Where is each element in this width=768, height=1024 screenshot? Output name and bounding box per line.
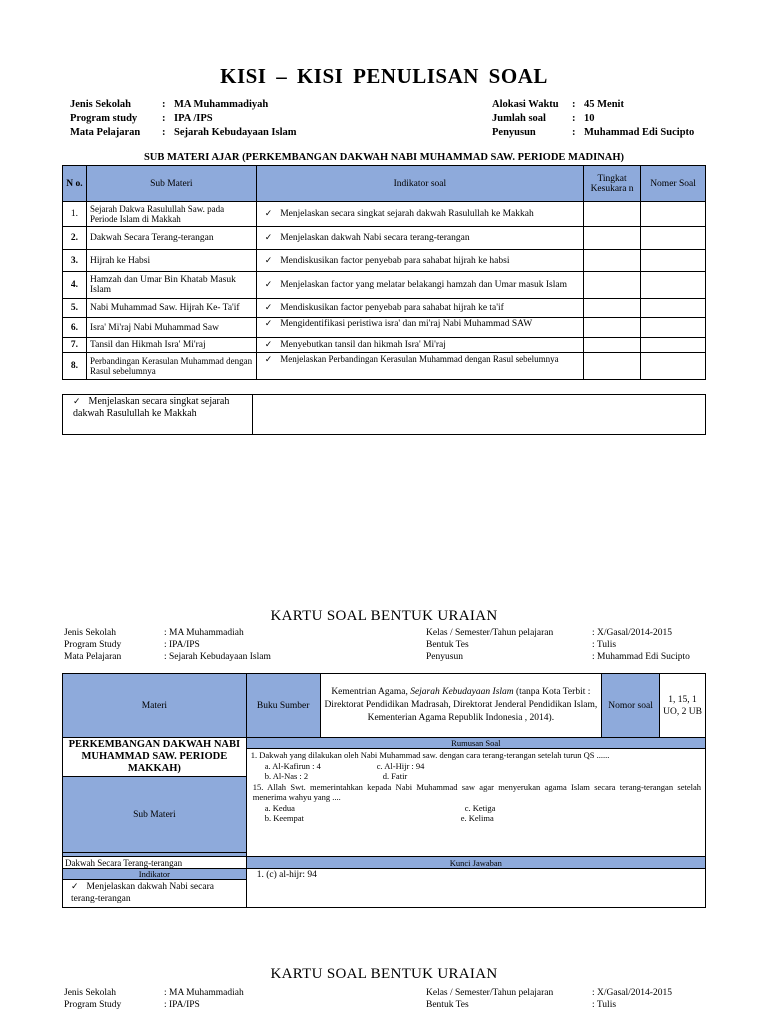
check-icon <box>265 354 281 364</box>
row-tingkat <box>584 353 641 380</box>
kartu2-left-info <box>64 987 244 1011</box>
row-sub-materi: Tansil dan Hikmah Isra' Mi'raj <box>86 338 256 353</box>
kartu1-table <box>62 673 706 908</box>
indikator-label: Indikator <box>63 869 247 880</box>
row-no: 7. <box>63 338 87 353</box>
check-icon <box>73 396 89 407</box>
rumusan-soal <box>246 749 705 857</box>
info-value: : X/Gasal/2014-2015 <box>592 628 672 638</box>
col-indikator: Indikator soal <box>256 166 583 202</box>
kisi-left-info: Jenis Sekolah : MA Muhammadiyah Program study : IPA /IPS Mata Pelajaran : Sejarah Kebudayaan Islam <box>70 99 297 138</box>
row-tingkat <box>584 227 641 250</box>
buku-label: Buku Sumber <box>246 674 320 738</box>
check-icon <box>265 256 281 266</box>
info-value: Muhammad Edi Sucipto <box>584 127 695 138</box>
option: b. Keempat <box>264 813 304 823</box>
info-key: Bentuk Tes <box>426 1000 469 1010</box>
option: d. Fatir <box>382 771 408 781</box>
option: c. Al-Hijr : 94 <box>376 760 425 771</box>
row-no: 6. <box>63 318 87 338</box>
nomor-label: Nomor soal <box>602 674 660 738</box>
row-tingkat <box>584 272 641 299</box>
row-indikator <box>256 353 583 380</box>
info-key: Jenis Sekolah <box>70 99 131 110</box>
table-row <box>63 272 706 299</box>
buku-text: Kementrian Agama, <box>331 687 411 697</box>
table-row <box>63 353 706 380</box>
table-row <box>63 227 706 250</box>
info-key: Penyusun <box>426 652 463 662</box>
info-key: Jenis Sekolah <box>64 628 116 638</box>
row-indikator-text: Mendiskusikan factor penyebab para sahabat hijrah ke habsi <box>280 255 510 266</box>
info-value: : MA Muhammadiah <box>164 628 244 638</box>
buku-title: Sejarah Kebudayaan Islam <box>410 687 514 697</box>
table-row <box>63 250 706 272</box>
row-no: 5. <box>63 299 87 318</box>
option: e. Kelima <box>460 813 494 823</box>
indikator-box <box>62 394 706 435</box>
row-sub-materi: Nabi Muhammad Saw. Hijrah Ke- Ta'if <box>86 299 256 318</box>
row-indikator-text: Menjelaskan dakwah Nabi secara terang-terangan <box>280 233 470 243</box>
kisi-title: KISI – KISI PENULISAN SOAL <box>220 64 548 88</box>
buku-sumber <box>320 674 601 738</box>
row-sub-materi: Sejarah Dakwa Rasulullah Saw. pada Periode Islam di Makkah <box>86 202 256 227</box>
info-value: : IPA/IPS <box>164 1000 200 1010</box>
info-key: Penyusun <box>492 127 536 138</box>
row-indikator-text: Mengidentifikasi peristiwa isra' dan mi'raj Nabi Muhammad SAW <box>280 319 533 329</box>
info-value: 10 <box>584 113 595 124</box>
kartu1-title: KARTU SOAL BENTUK URAIAN <box>270 608 498 624</box>
info-value: 45 Menit <box>584 99 624 110</box>
indikator-box-empty <box>253 395 706 435</box>
row-nomor <box>641 250 706 272</box>
row-nomor <box>641 227 706 250</box>
row-tingkat <box>584 250 641 272</box>
nomor-value: 1, 15, 1 UO, 2 UB <box>660 674 706 738</box>
option: c. Ketiga <box>464 802 496 813</box>
option: a. Al-Kafirun : 4 <box>264 760 321 771</box>
row-tingkat <box>584 318 641 338</box>
kunci-label: Kunci Jawaban <box>246 857 705 869</box>
row-indikator-text: Mendiskusikan factor penyebab para sahabat hijrah ke ta'if <box>280 303 504 313</box>
table-row <box>63 299 706 318</box>
col-tingkat: Tingkat Kesukara n <box>584 166 641 202</box>
info-value: : X/Gasal/2014-2015 <box>592 988 672 998</box>
kartu2-title: KARTU SOAL BENTUK URAIAN <box>270 966 498 982</box>
info-key: Kelas / Semester/Tahun pelajaran <box>426 988 554 998</box>
sub-materi-value: Dakwah Secara Terang-terangan <box>63 857 247 869</box>
row-nomor <box>641 202 706 227</box>
info-value: : IPA/IPS <box>164 640 200 650</box>
info-value: : Muhammad Edi Sucipto <box>592 652 690 662</box>
row-tingkat <box>584 338 641 353</box>
check-icon <box>71 882 87 892</box>
info-value: MA Muhammadiyah <box>174 99 269 110</box>
indikator-box-cell <box>63 395 253 435</box>
kartu1-right-info <box>426 627 690 663</box>
row-indikator <box>256 299 583 318</box>
kisi-right-info: Alokasi Waktu : 45 Menit Jumlah soal : 10 Penyusun : Muhammad Edi Sucipto <box>492 99 695 138</box>
row-sub-materi: Dakwah Secara Terang-terangan <box>86 227 256 250</box>
table-row <box>63 202 706 227</box>
option: a. Kedua <box>264 802 295 813</box>
row-indikator <box>256 318 583 338</box>
check-icon <box>265 209 281 219</box>
row-no: 1. <box>63 202 87 227</box>
info-value: IPA /IPS <box>174 113 213 124</box>
kisi-subtitle: SUB MATERI AJAR (PERKEMBANGAN DAKWAH NABI MUHAMMAD SAW. PERIODE MADINAH) <box>143 152 625 163</box>
check-icon <box>265 340 281 350</box>
indikator-value <box>63 880 247 908</box>
col-sub-materi: Sub Materi <box>86 166 256 202</box>
info-key: Mata Pelajaran <box>64 652 122 662</box>
check-icon <box>265 319 281 329</box>
info-value: Sejarah Kebudayaan Islam <box>174 127 297 138</box>
kunci-jawaban: 1. (c) al-hijr: 94 <box>246 869 705 908</box>
row-indikator <box>256 338 583 353</box>
row-indikator-text: Menjelaskan Perbandingan Kerasulan Muhammad dengan Rasul sebelumnya <box>280 354 559 364</box>
kisi-table <box>62 165 706 380</box>
info-key: Bentuk Tes <box>426 640 469 650</box>
row-indikator <box>256 272 583 299</box>
info-key: Kelas / Semester/Tahun pelajaran <box>426 628 554 638</box>
info-value: : Tulis <box>592 1000 617 1010</box>
row-sub-materi: Perbandingan Kerasulan Muhammad dengan Rasul sebelumnya <box>86 353 256 380</box>
materi-value: PERKEMBANGAN DAKWAH NABI MUHAMMAD SAW. PERIODE MAKKAH) <box>63 738 247 777</box>
info-key: Jenis Sekolah <box>64 988 116 998</box>
info-key: Program Study <box>64 1000 122 1010</box>
row-indikator <box>256 250 583 272</box>
row-indikator <box>256 202 583 227</box>
rumusan-label: Rumusan Soal <box>246 738 705 749</box>
buku-text: (tanpa Kota Terbit : Direktorat Pendidikan Madrasah, Direktorat Jenderal Pendidikan Islam, Kementerian Agama Republik Indonesia , 2014). <box>324 687 598 723</box>
table-row <box>63 318 706 338</box>
col-nomor: Nomer Soal <box>641 166 706 202</box>
check-icon <box>265 233 281 243</box>
indikator-text: Menjelaskan dakwah Nabi secara terang-terangan <box>71 882 214 904</box>
row-indikator-text: Menjelaskan secara singkat sejarah dakwah Rasulullah ke Makkah <box>280 209 534 219</box>
row-no: 4. <box>63 272 87 299</box>
check-icon <box>265 303 281 313</box>
row-no: 8. <box>63 353 87 380</box>
row-sub-materi: Hijrah ke Habsi <box>86 250 256 272</box>
info-value: : Tulis <box>592 640 617 650</box>
col-no: N o. <box>63 166 87 202</box>
row-indikator-text: Menjelaskan factor yang melatar belakangi hamzah dan Umar masuk Islam <box>280 279 567 290</box>
info-value: : MA Muhammadiah <box>164 988 244 998</box>
row-indikator <box>256 227 583 250</box>
row-tingkat <box>584 202 641 227</box>
row-nomor <box>641 318 706 338</box>
sub-materi-label: Sub Materi <box>63 777 247 853</box>
row-nomor <box>641 338 706 353</box>
materi-label: Materi <box>63 674 247 738</box>
question-1: 1. Dakwah yang dilakukan oleh Nabi Muhammad saw. dengan cara terang-terangan setelah turun QS ...... <box>250 750 610 760</box>
kartu1-left-info <box>64 627 271 663</box>
info-key: Alokasi Waktu <box>492 99 559 110</box>
info-value: : Sejarah Kebudayaan Islam <box>164 652 271 662</box>
row-nomor <box>641 353 706 380</box>
info-key: Program Study <box>64 640 122 650</box>
row-nomor <box>641 272 706 299</box>
row-no: 2. <box>63 227 87 250</box>
kartu2-right-info <box>426 987 672 1011</box>
check-icon <box>265 280 281 290</box>
question-15: 15. Allah Swt. memerintahkan kepada Nabi Muhammad saw agar menyerukan agama Islam secara terang-terangan setelah menerima wahyu yang .... <box>252 781 701 802</box>
info-key: Jumlah soal <box>492 113 546 124</box>
row-indikator-text: Menyebutkan tansil dan hikmah Isra' Mi'raj <box>280 340 446 350</box>
option: b. Al-Nas : 2 <box>264 771 309 781</box>
row-nomor <box>641 299 706 318</box>
row-sub-materi: Hamzah dan Umar Bin Khatab Masuk Islam <box>86 272 256 299</box>
info-key: Mata Pelajaran <box>70 127 141 138</box>
table-row <box>63 338 706 353</box>
indikator-box-text: Menjelaskan secara singkat sejarah dakwah Rasulullah ke Makkah <box>73 396 230 419</box>
info-key: Program study <box>70 113 138 124</box>
row-no: 3. <box>63 250 87 272</box>
row-tingkat <box>584 299 641 318</box>
row-sub-materi: Isra' Mi'raj Nabi Muhammad Saw <box>86 318 256 338</box>
